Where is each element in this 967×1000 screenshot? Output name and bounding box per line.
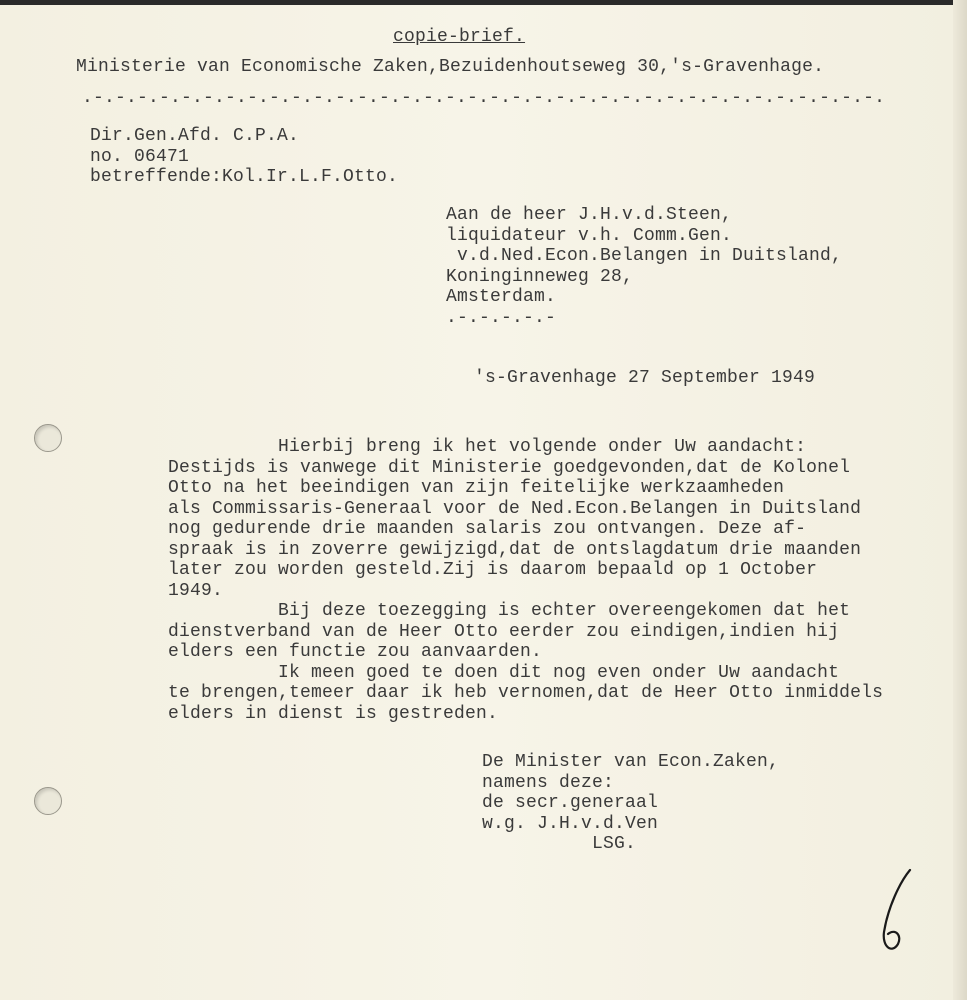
recipient-line: v.d.Ned.Econ.Belangen in Duitsland, xyxy=(446,246,843,266)
body-line: te brengen,temeer daar ik heb vernomen,dat de Heer Otto inmiddels xyxy=(168,683,884,703)
body-line: nog gedurende drie maanden salaris zou ontvangen. Deze af- xyxy=(168,519,807,539)
body-line: elders in dienst is gestreden. xyxy=(168,703,499,724)
body-line: dienstverband van de Heer Otto eerder zou eindigen,indien hij xyxy=(168,621,840,642)
punch-hole xyxy=(34,424,62,452)
ministry-address: Ministerie van Economische Zaken,Bezuidenhoutseweg 30,'s-Gravenhage. xyxy=(76,57,825,77)
body-line: spraak is in zoverre gewijzigd,dat de ontslagdatum drie maanden xyxy=(168,539,862,560)
body-line: Hierbij breng ik het volgende onder Uw aandacht: xyxy=(168,437,807,457)
scan-right-edge xyxy=(953,0,967,1000)
reference-line: no. 06471 xyxy=(90,146,190,167)
signature-line: LSG. xyxy=(482,834,637,854)
punch-hole xyxy=(34,787,62,815)
divider: .-.-.-.-.-.-.-.-.-.-.-.-.-.-.-.-.-.-.-.-.-.-.-.-.-.-.-.-.-.-.-.-.-.-.-.-. xyxy=(82,88,886,108)
recipient-line: Amsterdam. xyxy=(446,287,557,307)
recipient-line: Koninginneweg 28, xyxy=(446,266,634,287)
reference-line: Dir.Gen.Afd. C.P.A. xyxy=(90,126,300,146)
letter-date: 's-Gravenhage 27 September 1949 xyxy=(474,368,816,388)
reference-line: betreffende:Kol.Ir.L.F.Otto. xyxy=(90,167,399,187)
signature-line: namens deze: xyxy=(482,772,615,793)
body-line: later zou worden gesteld.Zij is daarom bepaald op 1 October xyxy=(168,560,818,580)
body-line: 1949. xyxy=(168,580,224,601)
body-line: Otto na het beeindigen van zijn feitelijke werkzaamheden xyxy=(168,478,785,498)
signature-line: w.g. J.H.v.d.Ven xyxy=(482,813,659,834)
recipient-line: Aan de heer J.H.v.d.Steen, xyxy=(446,205,733,225)
document-title: copie-brief. xyxy=(393,27,526,47)
signature-line: De Minister van Econ.Zaken, xyxy=(482,752,780,772)
body-line: Ik meen goed te doen dit nog even onder Uw aandacht xyxy=(168,662,840,683)
scan-top-edge xyxy=(0,0,967,5)
body-line: Destijds is vanwege dit Ministerie goedgevonden,dat de Kolonel xyxy=(168,457,851,478)
recipient-divider: .-.-.-.-.- xyxy=(446,307,557,328)
handwritten-page-number xyxy=(870,862,920,962)
reference-block xyxy=(90,126,398,188)
body-line: als Commissaris-Generaal voor de Ned.Econ.Belangen in Duitsland xyxy=(168,498,862,519)
recipient-block xyxy=(446,205,842,328)
letter-body xyxy=(168,437,883,724)
signature-block xyxy=(482,752,779,855)
body-line: elders een functie zou aanvaarden. xyxy=(168,642,543,662)
recipient-line: liquidateur v.h. Comm.Gen. xyxy=(446,225,733,246)
signature-line: de secr.generaal xyxy=(482,793,659,813)
body-line: Bij deze toezegging is echter overeengekomen dat het xyxy=(168,601,851,621)
